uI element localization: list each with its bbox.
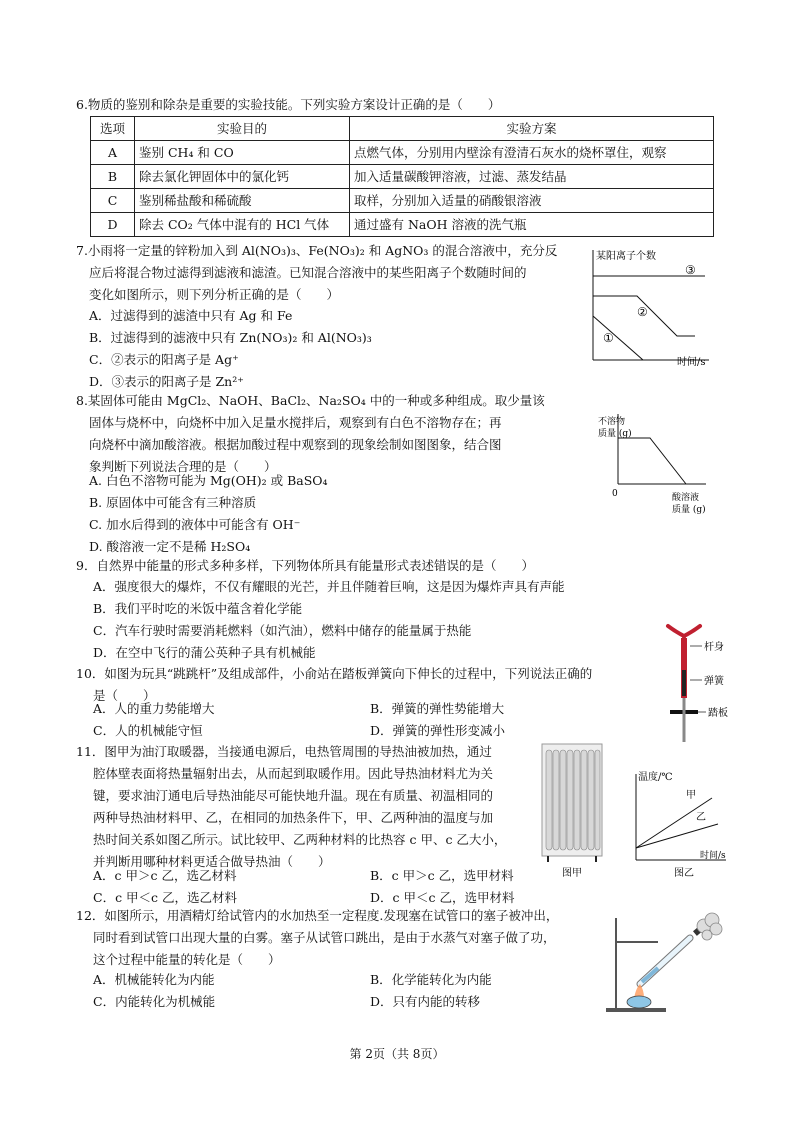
q7-option-d: D．③表示的阳离子是 Zn²⁺ (89, 374, 244, 389)
y-axis-label: 某阳离子个数 (596, 251, 656, 262)
q9-option-c: C．汽车行驶时需要消耗燃料（如汽油），燃料中储存的能量属于热能 (93, 623, 472, 638)
q8-stem-line: 固体与烧杯中，向烧杯中加入足量水搅拌后，观察到有白色不溶物存在；再 (89, 415, 502, 430)
q7-option-c: C．②表示的阳离子是 Ag⁺ (89, 352, 239, 367)
x-axis-label: 时间/s (700, 851, 726, 861)
table-cell: A (91, 141, 135, 165)
q6-table (90, 116, 714, 237)
table-header-row (91, 117, 714, 141)
temperature-time-graph (628, 768, 732, 880)
table-cell: 通过盛有 NaOH 溶液的洗气瓶 (350, 213, 714, 237)
q8-option-b: B. 原固体中可能含有三种溶质 (89, 495, 257, 510)
q11-stem-line: 两种导热油材料甲、乙，在相同的加热条件下，甲、乙两种油的温度与加 (93, 810, 494, 825)
table-row (91, 213, 714, 237)
label-spring: 弹簧 (704, 676, 724, 687)
x-axis-label: 酸溶液 (672, 493, 700, 503)
table-cell: B (91, 165, 135, 189)
fig-b-caption: 图乙 (674, 868, 694, 879)
table-cell: 除去氯化钾固体中的氯化钙 (135, 165, 350, 189)
q9-option-b: B．我们平时吃的米饭中蕴含着化学能 (93, 601, 303, 616)
table-row (91, 189, 714, 213)
q12-stem-line: 这个过程中能量的转化是（ ） (93, 952, 281, 967)
q11-option-c: C．c 甲＜c 乙，选乙材料 (93, 890, 238, 905)
q7-stem-line: 7.小雨将一定量的锌粉加入到 Al(NO₃)₃、Fe(NO₃)₂ 和 AgNO₃ 的混合溶液中，充分反 (76, 243, 558, 258)
q11-stem-line: 腔体壁表面将热量辐射出去，从而起到取暖作用。因此导热油材料尤为关 (93, 766, 494, 781)
q10-stem-line: 10．如图为玩具“跳跳杆”及组成部件，小俞站在踏板弹簧向下伸长的过程中，下列说法正确的 (76, 666, 593, 681)
q11-stem-line: 热时间关系如图乙所示。试比较甲、乙两种材料的比热容 c 甲、c 乙大小， (93, 832, 507, 847)
curve-label-yi: 乙 (696, 812, 706, 823)
q10-option-c: C．人的机械能守恒 (93, 723, 203, 738)
origin-label: 0 (612, 489, 618, 499)
q8-stem-line: 向烧杯中滴加酸溶液。根据加酸过程中观察到的现象绘制如图图象，结合图 (89, 437, 502, 452)
curve-label-2: ② (637, 305, 648, 319)
q7-option-a: A．过滤得到的滤渣中只有 Ag 和 Fe (89, 308, 293, 323)
table-cell: 鉴别 CH₄ 和 CO (135, 141, 350, 165)
table-cell: C (91, 189, 135, 213)
table-cell: 加入适量碳酸钾溶液，过滤、蒸发结晶 (350, 165, 714, 189)
test-tube-experiment-figure (606, 910, 726, 1016)
table-header-cell: 实验目的 (135, 117, 350, 141)
q6-stem: 6.物质的鉴别和除杂是重要的实验技能。下列实验方案设计正确的是（ ） (76, 97, 501, 112)
q8-stem-line: 象判断下列说法合理的是（ ） (89, 459, 277, 474)
label-pedal: 踏板 (708, 708, 728, 719)
pogo-stick-figure (656, 618, 748, 746)
table-header-cell: 实验方案 (350, 117, 714, 141)
q12-stem-line: 12．如图所示，用酒精灯给试管内的水加热至一定程度.发现塞在试管口的塞子被冲出， (76, 908, 559, 923)
q8-stem-line: 8.某固体可能由 MgCl₂、NaOH、BaCl₂、Na₂SO₄ 中的一种或多种组成。取少量该 (76, 393, 545, 408)
table-cell: 点燃气体，分别用内壁涂有澄清石灰水的烧杯罩住，观察 (350, 141, 714, 165)
q11-option-a: A．c 甲＞c 乙，选乙材料 (93, 868, 237, 883)
q7-stem-line: 应后将混合物过滤得到滤液和滤渣。已知混合溶液中的某些阳离子个数随时间的 (89, 265, 527, 280)
q11-option-d: D．c 甲＜c 乙，选甲材料 (370, 890, 515, 905)
y-axis-label: 温度/℃ (638, 772, 673, 783)
q11-stem-line: 11．图甲为油汀取暖器，当接通电源后，电热管周围的导热油被加热，通过 (76, 744, 492, 759)
q8-option-a: A. 白色不溶物可能为 Mg(OH)₂ 或 BaSO₄ (89, 473, 328, 488)
x-axis-unit: 质量 (g) (672, 505, 706, 515)
q8-option-d: D. 酸溶液一定不是稀 H₂SO₄ (89, 539, 251, 554)
q11-stem-line: 键，要求油汀通电后导热油能尽可能快地升温。现在有质量、初温相同的 (93, 788, 494, 803)
curve-label-1: ① (603, 331, 614, 345)
q12-option-a: A．机械能转化为内能 (93, 972, 215, 987)
table-cell: 取样，分别加入适量的硝酸银溶液 (350, 189, 714, 213)
label-rod: 杆身 (704, 642, 724, 653)
q8-sediment-graph (598, 412, 710, 516)
table-row (91, 141, 714, 165)
q10-stem-line: 是（ ） (93, 688, 156, 703)
table-header-cell: 选项 (91, 117, 135, 141)
q10-option-d: D．弹簧的弹性形变减小 (370, 723, 506, 738)
curve-label-jia: 甲 (686, 790, 696, 801)
q12-option-d: D．只有内能的转移 (370, 994, 481, 1009)
q9-option-d: D．在空中飞行的蒲公英种子具有机械能 (93, 645, 316, 660)
table-cell: 鉴别稀盐酸和稀硫酸 (135, 189, 350, 213)
table-cell: D (91, 213, 135, 237)
x-axis-label: 时间/s (677, 357, 706, 368)
oil-heater-figure (540, 740, 606, 880)
y-axis-unit: 质量 (g) (598, 429, 632, 439)
q8-option-c: C. 加水后得到的液体中可能含有 OH⁻ (89, 517, 301, 532)
fig-a-caption: 图甲 (562, 868, 582, 879)
q11-stem-line: 并判断用哪种材料更适合做导热油（ ） (93, 854, 331, 869)
q9-stem: 9．自然界中能量的形式多种多样，下列物体所具有能量形式表述错误的是（ ） (76, 558, 534, 573)
table-cell: 除去 CO₂ 气体中混有的 HCl 气体 (135, 213, 350, 237)
page-footer: 第 2页（共 8页） (349, 1047, 445, 1061)
q12-option-b: B．化学能转化为内能 (370, 972, 492, 987)
q7-option-b: B．过滤得到的滤液中只有 Zn(NO₃)₂ 和 Al(NO₃)₃ (89, 330, 372, 345)
y-axis-label: 不溶物 (598, 417, 626, 427)
q9-option-a: A．强度很大的爆炸，不仅有耀眼的光芒，并且伴随着巨响，这是因为爆炸声具有声能 (93, 579, 565, 594)
q12-stem-line: 同时看到试管口出现大量的白雾。塞子从试管口跳出，是由于水蒸气对塞子做了功， (93, 930, 556, 945)
q7-stem-line: 变化如图所示，则下列分析正确的是（ ） (89, 287, 340, 302)
q7-ion-graph (585, 244, 715, 368)
q10-option-a: A．人的重力势能增大 (93, 701, 215, 716)
q10-option-b: B．弹簧的弹性势能增大 (370, 701, 505, 716)
curve-label-3: ③ (685, 263, 696, 277)
q11-option-b: B．c 甲＞c 乙，选甲材料 (370, 868, 514, 883)
table-row (91, 165, 714, 189)
q12-option-c: C．内能转化为机械能 (93, 994, 216, 1009)
